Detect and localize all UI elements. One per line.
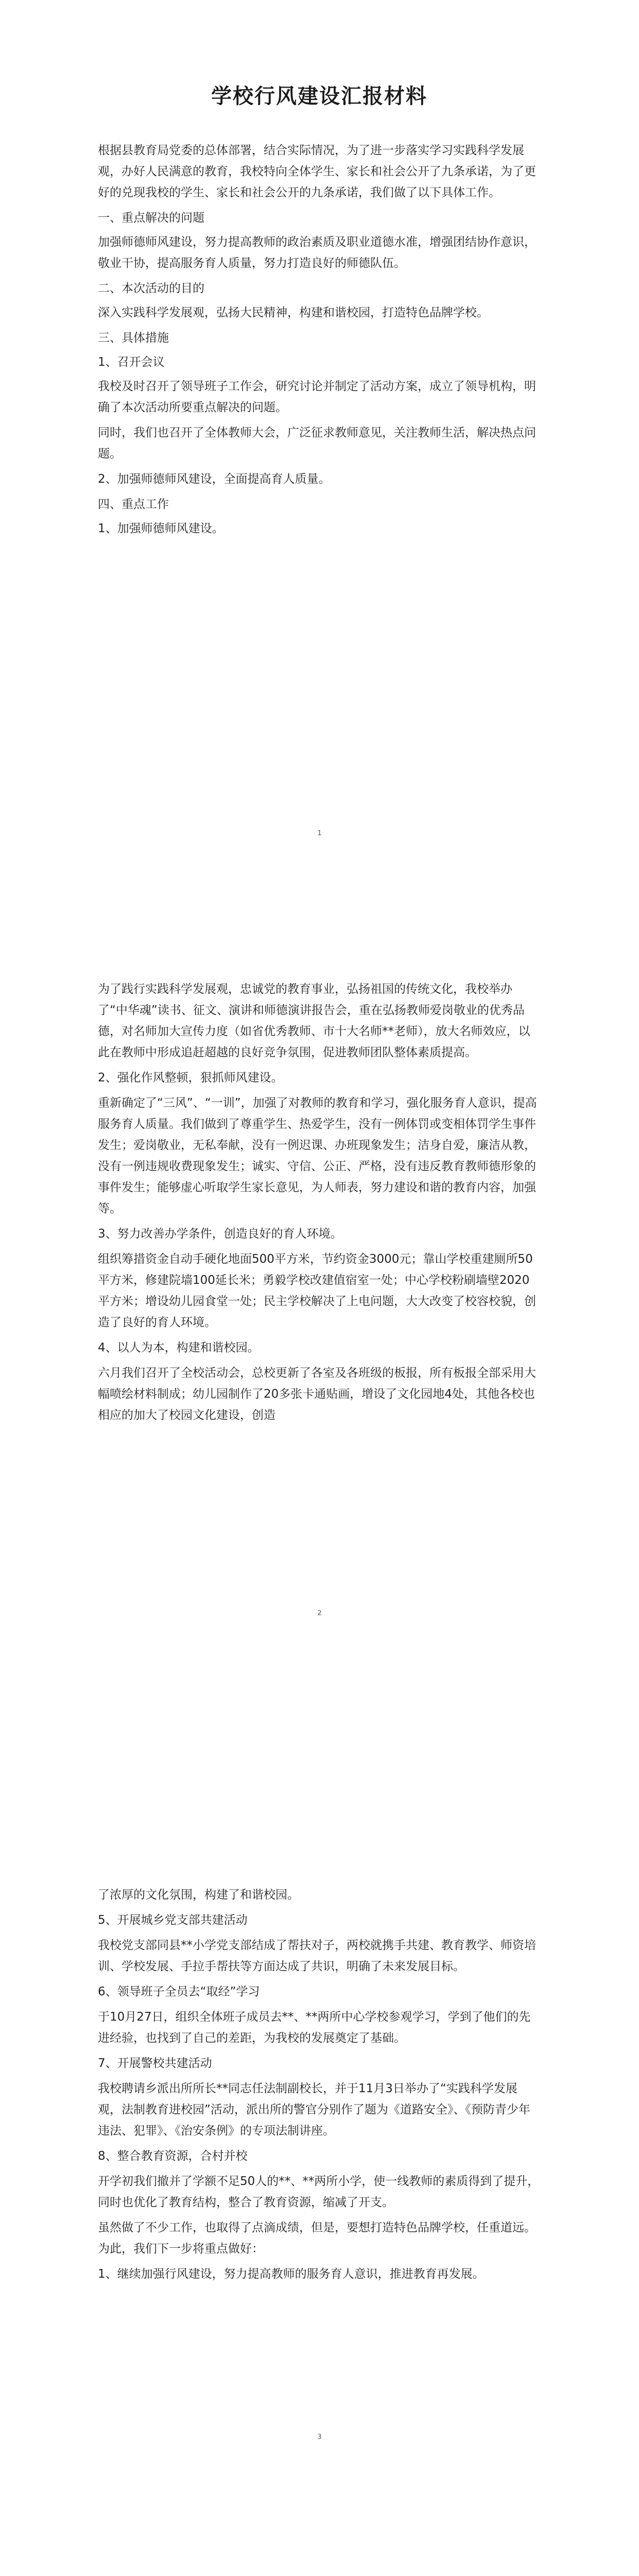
paragraph: 我校党支部同县**小学党支部结成了帮扶对子，两校就携手共建、教育教学、师资培训、学校发展、手拉手帮扶等方面达成了共识，明确了未来发展目标。 bbox=[98, 1939, 536, 1973]
section-heading: 三、具体措施 bbox=[98, 331, 169, 345]
paragraph: 3、努力改善办学条件，创造良好的育人环境。 bbox=[98, 1227, 342, 1241]
page-1-content bbox=[98, 80, 541, 544]
paragraph: 5、开展城乡党支部共建活动 bbox=[98, 1913, 248, 1927]
page-number: 1 bbox=[317, 829, 322, 837]
paragraph: 六月我们召开了全校活动会，总校更新了各室及各班级的板报，所有板报全部采用大幅喷绘材料制成；幼儿园制作了20多张卡通贴画，增设了文化园地4处，其他各校也相应的加大了校园文化建设，创造 bbox=[98, 1366, 536, 1422]
paragraph: 于10月27日，组织全体班子成员去**、**两所中心学校参观学习，学到了他们的先进经验，也找到了自己的差距，为我校的发展奠定了基础。 bbox=[98, 2010, 531, 2045]
section-heading: 四、重点工作 bbox=[98, 498, 169, 511]
paragraph: 我校聘请乡派出所所长**同志任法制副校长，并于11月3日举办了“实践科学发展观，法制教育进校园”活动，派出所的警官分别作了题为《道路安全》、《预防青少年违法、犯罪》、《治安条例》的专项法制讲座。 bbox=[98, 2082, 530, 2138]
section-heading: 二、本次活动的目的 bbox=[98, 282, 204, 295]
paragraph: 2、强化作风整顿，狠抓师风建设。 bbox=[98, 1071, 283, 1084]
paragraph: 1、加强师德师风建设。 bbox=[98, 522, 224, 535]
paragraph: 重新确定了“三风”、“一训”，加强了对教师的教育和学习，强化服务育人意识，提高服务育人质量。我们做到了尊重学生、热爱学生，没有一例体罚或变相体罚学生事件发生；爱岗敬业，无私奉献，没有一例迟课、办班现象发生；洁身自爱，廉洁从教，没有一例违规收费现象发生；诚实、守信、公正、严格，没有违反教育教师德形象的事件发生；能够虚心听取学生家长意见，为人师表，努力建设和谐的教育内容，加强等。 bbox=[98, 1096, 537, 1215]
page-1 bbox=[0, 0, 639, 904]
paragraph: 加强师德师风建设，努力提高教师的政治素质及职业道德水准，增强团结协作意识，敬业干协，提高服务育人质量，努力打造良好的师德队伍。 bbox=[98, 235, 536, 270]
section-heading: 一、重点解决的问题 bbox=[98, 211, 204, 225]
page-2 bbox=[0, 904, 639, 1807]
page-3-content bbox=[98, 1885, 541, 2289]
page-number: 3 bbox=[317, 2433, 322, 2441]
document-title: 学校行风建设汇报材料 bbox=[211, 84, 427, 108]
sub-heading: 1、召开会议 bbox=[98, 355, 165, 369]
paragraph: 深入实践科学发展观，弘扬大民精神，构建和谐校园，打造特色品牌学校。 bbox=[98, 306, 489, 319]
paragraph: 8、整合教育资源，合村并校 bbox=[98, 2149, 248, 2163]
paragraph: 我校及时召开了领导班子工作会，研究讨论并制定了活动方案，成立了领导机构，明确了本次活动所要重点解决的问题。 bbox=[98, 380, 536, 414]
paragraph: 7、开展警校共建活动 bbox=[98, 2057, 212, 2070]
paragraph: 6、领导班子全员去“取经”学习 bbox=[98, 1985, 260, 1998]
paragraph: 组织筹措资金自动手硬化地面500平方米，节约资金3000元；靠山学校重建厕所50平方米，修建院墙100延长米；勇毅学校改建值宿室一处；中心学校粉刷墙壁2020平方米；增设幼儿园食堂一处；民主学校解决了上电问题，大大改变了校容校貌，创造了良好的育人环境。 bbox=[98, 1252, 536, 1329]
paragraph: 4、以人为本，构建和谐校园。 bbox=[98, 1341, 260, 1354]
paragraph: 1、继续加强行风建设，努力提高教师的服务育人意识，推进教育再发展。 bbox=[98, 2267, 485, 2281]
page-3 bbox=[0, 1807, 639, 2576]
page-number: 2 bbox=[317, 1609, 322, 1617]
paragraph: 开学初我们撤并了学额不足50人的**、**两所小学，使一线教师的素质得到了提升，同时也优化了教育结构，整合了教育资源，缩减了开支。 bbox=[98, 2175, 540, 2209]
paragraph: 了浓厚的文化氛围，构建了和谐校园。 bbox=[98, 1888, 299, 1902]
intro-paragraph: 根据县教育局党委的总体部署，结合实际情况，为了进一步落实学习实践科学发展观，办好人民满意的教育，我校特向全体学生、家长和社会公开了九条承诺，为了更好的兑现我校的学生、家长和社会公开的九条承诺，我们做了以下具体工作。 bbox=[98, 144, 536, 199]
paragraph: 虽然做了不少工作，也取得了点滴成绩，但是，要想打造特色品牌学校，任重道远。为此，我们下一步将重点做好： bbox=[98, 2221, 536, 2256]
paragraph: 同时，我们也召开了全体教师大会，广泛征求教师意见，关注教师生活，解决热点问题。 bbox=[98, 426, 536, 461]
paragraph: 2、加强师德师风建设，全面提高育人质量。 bbox=[98, 472, 331, 486]
page-2-content bbox=[98, 979, 541, 1430]
paragraph: 为了践行实践科学发展观，忠诚党的教育事业，弘扬祖国的传统文化，我校举办了“中华魂”读书、征文、演讲和师德演讲报告会，重在弘扬教师爱岗敬业的优秀品德，对名师加大宣传力度（如省优秀教师、市十大名师**老师），放大名师效应，以此在教师中形成追赶超越的良好竞争氛围，促进教师团队整体素质提高。 bbox=[98, 982, 530, 1059]
